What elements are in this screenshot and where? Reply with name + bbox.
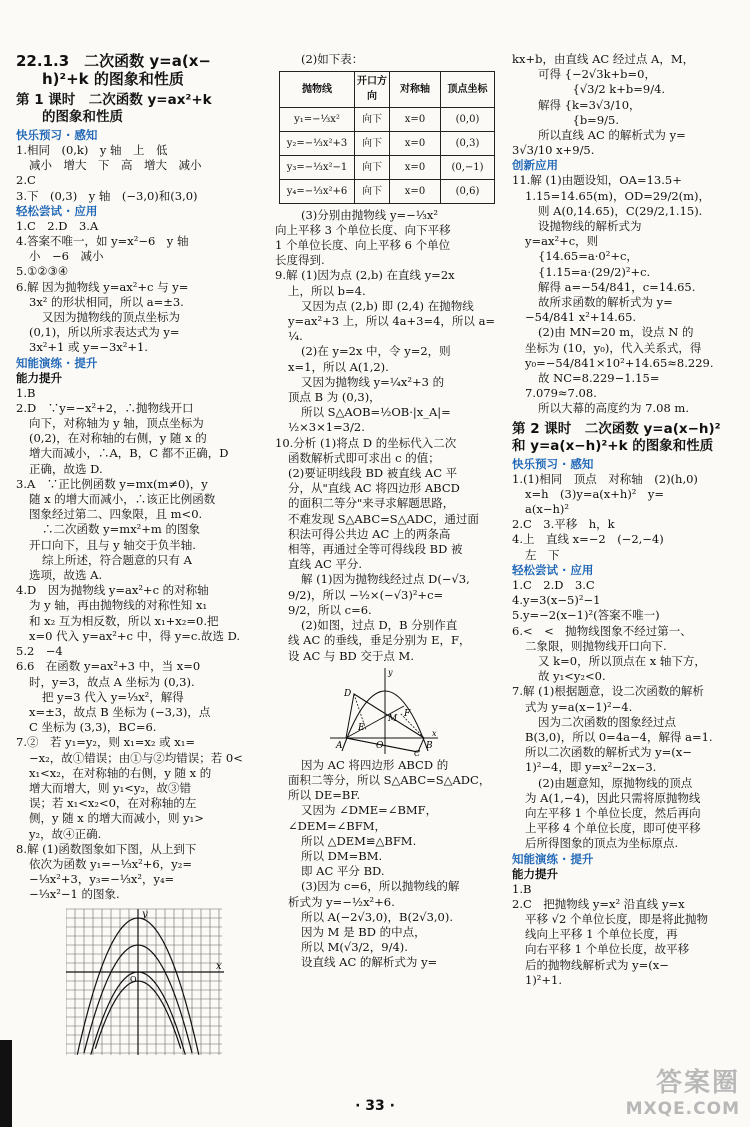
- table-cell: (0,−1): [441, 155, 495, 179]
- table-cell: 向下: [355, 179, 390, 203]
- figure-label: F: [404, 708, 411, 719]
- answer-line: 因为二次函数的图象经过点: [538, 714, 676, 729]
- answer-line: 函数解析式即可求出 c 的值；: [288, 450, 440, 465]
- answer-line: 解得 a=−54/841，c=14.65.: [538, 279, 696, 294]
- section-title: [16, 52, 262, 88]
- answer-line: 因为 AC 将四边形 ABCD 的: [301, 757, 449, 772]
- answer-line: 和 x₂ 互为相反数，所以 x₁+x₂=0.把: [29, 613, 219, 628]
- table-header-cell: 顶点坐标: [441, 72, 495, 107]
- answer-line: (0,1)，所以所求表达式为 y=: [29, 325, 180, 340]
- answer-line: x=h (3)y=a(x+h)² y=: [525, 486, 665, 501]
- answer-line: 所以 M(√3/2，9/4).: [301, 940, 408, 955]
- answer-line: y₀=−54/841×10²+14.65≈8.229.: [525, 355, 714, 370]
- answer-line: 的面积二等分"来寻求解题思路，: [288, 496, 455, 511]
- answer-line: 设直线 AC 的解析式为 y=: [301, 955, 438, 970]
- answer-line: 设抛物线的解析式为: [538, 219, 642, 234]
- q10: [275, 436, 501, 664]
- column-1: [16, 52, 262, 1057]
- answer-line: 误；若 x₁<x₂<0，在对称轴的左: [29, 796, 197, 811]
- answer-line: 3√3/10 x+9/5.: [512, 143, 595, 158]
- answer-line: 平移 √2 个单位长度，即是将此抛物: [525, 911, 708, 926]
- answer-line: 长度得到.: [275, 253, 325, 268]
- answer-line: (0,2)，在对称轴的右侧，y 随 x 的: [29, 431, 207, 446]
- answer-line: 增大而减小，∴A，B，C 都不正确，D: [29, 446, 229, 461]
- answer-line: x₁<x₂，在对称轴的右侧，y 随 x 的: [29, 765, 212, 780]
- answer-line: 向右平移 1 个单位长度，故平移: [525, 942, 690, 957]
- heading-nengli: 能力提升: [16, 370, 62, 385]
- table-cell: y₄=−⅓x²+6: [280, 179, 355, 203]
- table-cell: x=0: [390, 107, 441, 131]
- answer-line: (2)如图，过点 D，B 分别作直: [301, 618, 458, 633]
- answer-line: 6.6 在函数 y=ax²+3 中，当 x=0: [16, 659, 201, 674]
- table-cell: x=0: [390, 179, 441, 203]
- answer-line: 小 −6 减小: [29, 249, 104, 264]
- answer-line: 3x²+1 或 y=−3x²+1.: [29, 340, 148, 355]
- table-header-cell: 对称轴: [390, 72, 441, 107]
- table-header-cell: 抛物线: [280, 72, 355, 107]
- table-cell: (0,3): [441, 131, 495, 155]
- nl-answers: [16, 386, 262, 903]
- answer-line: −⅓x²−1 的图象.: [29, 887, 120, 902]
- heading-chuangxin: 创新应用: [512, 158, 558, 173]
- answer-line: 8.解 (1)函数图象如下图，从上到下: [16, 841, 197, 856]
- answer-line: 10.分析 (1)将点 D 的坐标代入二次: [275, 435, 457, 450]
- answer-line: 上平移 4 个单位长度，即可使平移: [525, 821, 701, 836]
- answer-line: kx+b，由直线 AC 经过点 A，M，: [512, 52, 695, 66]
- answer-line: 向上平移 3 个单位长度、向下平移: [275, 222, 451, 237]
- answer-line: −x₂，故①错误；由①与②均错误；若 0<: [29, 750, 243, 765]
- lesson-1-title: [16, 92, 262, 126]
- kl2-answers: [512, 472, 740, 563]
- answer-line: x=1，所以 A(1,2).: [288, 359, 389, 374]
- answer-line: 正确，故选 D.: [29, 461, 103, 476]
- answer-line: 即 AC 平分 BD.: [301, 864, 385, 879]
- answer-line: 所以 △DEM≌△BFM.: [301, 833, 417, 848]
- column-3: [512, 52, 740, 988]
- column-2: [275, 52, 501, 971]
- answer-line: (3)分别由抛物线 y=−⅓x²: [301, 207, 438, 222]
- answer-line: 可得 {−2√3k+b=0，: [538, 67, 656, 82]
- answer-line: ∴二次函数 y=mx²+m 的图象: [42, 522, 200, 537]
- q8-part3: [275, 208, 501, 269]
- table-cell: x=0: [390, 155, 441, 179]
- answer-line: 上，所以 b=4.: [288, 283, 366, 298]
- answer-line: 3.A ∵正比例函数 y=mx(m≠0)，y: [16, 476, 208, 491]
- answer-line: 开口向下，且与 y 轴交于负半轴.: [29, 537, 196, 552]
- answer-line: 左 下: [525, 547, 560, 562]
- answer-line: 4.D 因为抛物线 y=ax²+c 的对称轴: [16, 583, 209, 598]
- answer-line: {√3/2 k+b=9/4.: [538, 82, 666, 97]
- table-header-row: [280, 72, 495, 107]
- parabola-graph-figure: [66, 907, 226, 1057]
- answer-line: 侧，y 随 x 的增大而减小，则 y₁>: [29, 811, 204, 826]
- heading-kuaile-2: 快乐预习 · 感知: [512, 456, 594, 471]
- answer-line: 所以 A(−2√3,0)，B(2√3,0).: [301, 909, 454, 924]
- answer-line: 6.解 因为抛物线 y=ax²+c 与 y=: [16, 279, 189, 294]
- table-cell: (0,6): [441, 179, 495, 203]
- answer-line: 向左平移 1 个单位长度，然后再向: [525, 805, 701, 820]
- answer-line: 2.D ∵y=−x²+2，∴抛物线开口: [16, 400, 194, 415]
- answer-line: 向下，对称轴为 y 轴，顶点坐标为: [29, 416, 204, 431]
- answer-line: 则 A(0,14.65)，C(29/2,1.15).: [538, 203, 703, 218]
- answer-line: 1.C 2.D 3.C: [512, 577, 595, 592]
- lesson-2-title: [512, 421, 740, 455]
- answer-line: ∠DEM=∠BFM，: [288, 818, 387, 833]
- answer-line: 选项，故选 A.: [29, 568, 103, 583]
- answer-line: 又因为点 (2,b) 即 (2,4) 在抛物线: [301, 298, 474, 313]
- answer-line: 故 NC=8.229−1.15=: [538, 371, 660, 386]
- answer-line: 解 (1)因为抛物线经过点 D(−√3,: [301, 572, 470, 587]
- answer-line: 又因为抛物线的顶点坐标为: [42, 310, 180, 325]
- answer-line: 2.C: [16, 173, 36, 188]
- table-cell: y₃=−⅓x²−1: [280, 155, 355, 179]
- answer-line: 随 x 的增大而减小，∴该正比例函数: [29, 492, 216, 507]
- table-cell: 向下: [355, 131, 390, 155]
- answer-line: 9/2，所以 c=6.: [288, 602, 372, 617]
- answer-line: 顶点 B 为 (0,3)，: [288, 390, 381, 405]
- q10-cont: [275, 758, 501, 971]
- page-number: · 33 ·: [355, 1098, 395, 1114]
- watermark-logo: [626, 1062, 740, 1119]
- answer-line: 3.下 (0,3) y 轴 (−3,0)和(3,0): [16, 188, 198, 203]
- section-title-line: h)²+k 的图象和性质: [42, 70, 184, 88]
- answer-line: 线向上平移 1 个单位长度，再: [525, 927, 678, 942]
- kl-answers: [16, 143, 262, 204]
- answer-line: 7.解 (1)根据题意，设二次函数的解析: [512, 684, 704, 699]
- section-title-line: 22.1.3 二次函数 y=a(x−: [16, 52, 211, 70]
- answer-line: (2)由 MN=20 m，设点 N 的: [538, 325, 694, 340]
- answer-line: 9.解 (1)因为点 (2,b) 在直线 y=2x: [275, 268, 455, 283]
- answer-line: 5.y=−2(x−1)²(答案不唯一): [512, 608, 660, 623]
- answer-line: 解得 {k=3√3/10，: [538, 97, 641, 112]
- heading-nengli-2: 能力提升: [512, 866, 558, 881]
- figure-label: O: [376, 740, 384, 751]
- answer-line: 1)²−4，即 y=x²−2x−3.: [525, 760, 657, 775]
- answer-line: 故 y₁<y₂<0.: [538, 669, 606, 684]
- table-intro: (2)如下表：: [301, 52, 364, 66]
- answer-line: 1)²+1.: [525, 972, 563, 987]
- answer-line: 1.相同 (0,k) y 轴 上 低: [16, 143, 168, 157]
- answer-line: a(x−h)²: [525, 502, 569, 517]
- table-row: [280, 179, 495, 203]
- answer-line: 直线 AC 平分.: [288, 557, 363, 572]
- answer-line: 1.B: [16, 385, 36, 400]
- lesson-title-line: 第 1 课时 二次函数 y=ax²+k: [16, 92, 212, 108]
- graph-axis-x-label: x: [216, 960, 222, 972]
- answer-line: B(3,0)，所以 0=4a−4，解得 a=1.: [525, 729, 713, 744]
- answer-line: 分，从"直线 AC 将四边形 ABCD: [288, 481, 460, 496]
- answer-line: 二象限，则抛物线开口向下.: [525, 638, 667, 653]
- answer-line: 面积二等分，所以 S△ABC=S△ADC，: [288, 772, 491, 787]
- table-cell: x=0: [390, 131, 441, 155]
- figure-label: A: [336, 740, 343, 751]
- answer-line: x=0 代入 y=ax²+c 中，得 y=c.故选 D.: [29, 628, 241, 643]
- answer-line: 故所求函数的解析式为 y=: [538, 295, 673, 310]
- figure-label: y: [388, 667, 393, 677]
- answer-line: 积法可得公共边 AC 上的两条高: [288, 526, 451, 541]
- q10-end: [512, 52, 740, 158]
- answer-line: 7.079≈7.08.: [525, 386, 597, 401]
- answer-line: 1.(1)相同 顶点 对称轴 (2)(h,0): [512, 471, 698, 486]
- answer-line: (3)因为 c=6，所以抛物线的解: [301, 879, 460, 894]
- answer-line: 把 y=3 代入 y=⅓x²，解得: [42, 689, 184, 704]
- heading-qingsong: 轻松尝试 · 应用: [16, 203, 98, 218]
- answer-line: 1 个单位长度、向上平移 6 个单位: [275, 238, 451, 253]
- answer-line: 又因为 ∠DME=∠BMF，: [301, 803, 438, 818]
- heading-kuaile: 快乐预习 · 感知: [16, 128, 98, 142]
- answer-line: 9/2)，所以 −½×(−√3)²+c=: [288, 587, 444, 602]
- answer-line: 4.上 直线 x=−2 (−2,−4): [512, 532, 664, 547]
- answer-line: y=ax²+3 上，所以 4a+3=4，所以 a=: [288, 314, 496, 329]
- answer-line: 后所得图象的顶点为坐标原点.: [525, 836, 679, 851]
- lesson-title-line: 第 2 课时 二次函数 y=a(x−h)²: [512, 420, 721, 437]
- answer-line: 5.2 −4: [16, 644, 63, 659]
- watermark-line: MXQE.COM: [625, 1099, 740, 1119]
- heading-zhineng: 知能演练 · 提升: [16, 355, 98, 370]
- answer-line: 线 AC 的垂线，垂足分别为 E，F，: [288, 633, 471, 648]
- answer-line: 所以大幕的高度约为 7.08 m.: [538, 401, 689, 416]
- table-row: [280, 155, 495, 179]
- answer-line: 坐标为 (10，y₀)，代入关系式，得: [525, 340, 702, 355]
- answer-line: 设 AC 与 BD 交于点 M.: [288, 648, 414, 663]
- answer-line: 1.C 2.D 3.A: [16, 218, 99, 233]
- answer-line: −⅓x²+3，y₃=−⅓x²，y₄=: [29, 872, 175, 887]
- answer-line: 5.①②③④: [16, 264, 69, 279]
- answer-line: 所以二次函数的解析式为 y=(x−: [525, 745, 692, 760]
- answer-line: 增大而增大，则 y₁<y₂，故③错: [29, 780, 192, 795]
- figure-label: M: [388, 713, 398, 724]
- graph-axis-y-label: y: [142, 908, 148, 920]
- answer-line: 综上所述，符合题意的只有 A: [42, 552, 192, 567]
- answer-line: (2)要证明线段 BD 被直线 AC 平: [288, 466, 458, 481]
- heading-zhineng-2: 知能演练 · 提升: [512, 851, 594, 866]
- answer-line: 析式为 y=−½x²+6.: [288, 894, 395, 909]
- graph-origin-label: O: [130, 974, 137, 984]
- answer-line: 所以 DM=BM.: [301, 848, 383, 863]
- answer-line: (2)由题意知，原抛物线的顶点: [538, 775, 693, 790]
- watermark-line: 答案圈: [655, 1068, 740, 1098]
- answer-line: 2.C 3.平移 h，k: [512, 517, 615, 532]
- lesson-title-line: 和 y=a(x−h)²+k 的图象和性质: [512, 437, 714, 454]
- table-cell: y₁=−⅓x²: [280, 107, 355, 131]
- answer-line: 时，y=3，故点 A 坐标为 (0,3).: [29, 674, 195, 689]
- qs2-answers: [512, 578, 740, 852]
- answer-line: 所以直线 AC 的解析式为 y=: [538, 128, 686, 143]
- answer-line: 图象经过第二、四象限，且 m<0.: [29, 507, 203, 522]
- table-row: [280, 107, 495, 131]
- table-cell: 向下: [355, 107, 390, 131]
- parabola-table: [279, 71, 495, 203]
- answer-line: 1.15=14.65(m)，OD=29/2(m)，: [525, 188, 711, 203]
- answer-line: 11.解 (1)由题设知，OA=13.5+: [512, 173, 682, 188]
- answer-line: 减小 增大 下 高 增大 减小: [29, 158, 202, 173]
- answer-line: x=±3，故点 B 坐标为 (−3,3)，点: [29, 704, 211, 719]
- table-header-cell: 开口方向: [355, 72, 390, 107]
- answer-line: 又 k=0，所以顶点在 x 轴下方，: [538, 653, 706, 668]
- table-row: [280, 131, 495, 155]
- answer-line: {1.15=a·(29/2)²+c.: [538, 264, 651, 279]
- answer-line: 依次为函数 y₁=−⅓x²+6，y₂=: [29, 856, 192, 871]
- answer-line: 4.答案不唯一，如 y=x²−6 y 轴: [16, 234, 189, 249]
- figure-label: C: [414, 748, 421, 756]
- answer-line: 不难发现 S△ABC=S△ADC，通过面: [288, 511, 479, 526]
- table-cell: 向下: [355, 155, 390, 179]
- qs-answers: [16, 219, 262, 356]
- answer-line: 2.C 把抛物线 y=x² 沿直线 y=x: [512, 896, 685, 911]
- answer-line: y₂，故④正确.: [29, 826, 102, 841]
- table-cell: (0,0): [441, 107, 495, 131]
- figure-label: D: [344, 688, 352, 699]
- answer-line: 后的抛物线解析式为 y=(x−: [525, 957, 669, 972]
- q9: [275, 268, 501, 435]
- answer-line: ½×3×1=3/2.: [288, 420, 365, 435]
- answer-line: {14.65=a·0²+c，: [538, 249, 638, 264]
- answer-line: 因为 M 是 BD 的中点，: [301, 924, 426, 939]
- answer-line: 4.y=3(x−5)²−1: [512, 593, 601, 608]
- figure-label: x: [432, 728, 437, 738]
- answer-line: ¼.: [288, 329, 303, 344]
- answer-line: 所以 S△AOB=½OB·|x_A|=: [301, 405, 451, 420]
- answer-line: {b=9/5.: [538, 112, 619, 127]
- table-cell: y₂=−⅓x²+3: [280, 131, 355, 155]
- answer-line: 为 A(1,−4)，因此只需将原抛物线: [525, 790, 701, 805]
- quadrilateral-figure: [330, 666, 440, 756]
- answer-line: 式为 y=a(x−1)²−4.: [525, 699, 633, 714]
- answer-line: 1.B: [512, 881, 532, 896]
- answer-line: 又因为抛物线 y=¼x²+3 的: [301, 374, 445, 389]
- answer-line: 为 y 轴，再由抛物线的对称性知 x₁: [29, 598, 208, 613]
- answer-line: 3x² 的形状相同，所以 a=±3.: [29, 294, 184, 309]
- figure-label: B: [426, 740, 433, 751]
- heading-qingsong-2: 轻松尝试 · 应用: [512, 562, 594, 577]
- answer-line: (2)在 y=2x 中，令 y=2，则: [301, 344, 451, 359]
- q11: [512, 173, 740, 416]
- answer-line: −54/841 x²+14.65.: [525, 310, 637, 325]
- answer-line: 7.② 若 y₁=y₂，则 x₁=x₂ 或 x₁=: [16, 735, 196, 750]
- answer-line: 6.< < 抛物线图象不经过第一、: [512, 623, 692, 638]
- nl2-answers: [512, 882, 740, 988]
- answer-line: 相等，再通过全等可得线段 BD 被: [288, 542, 463, 557]
- answer-line: 所以 DE=BF.: [288, 788, 361, 803]
- answer-line: y=ax²+c，则: [525, 234, 599, 249]
- lesson-title-line: 的图象和性质: [42, 109, 123, 125]
- figure-label: E: [358, 722, 365, 733]
- answer-line: C 坐标为 (3,3)，BC=6.: [29, 720, 157, 735]
